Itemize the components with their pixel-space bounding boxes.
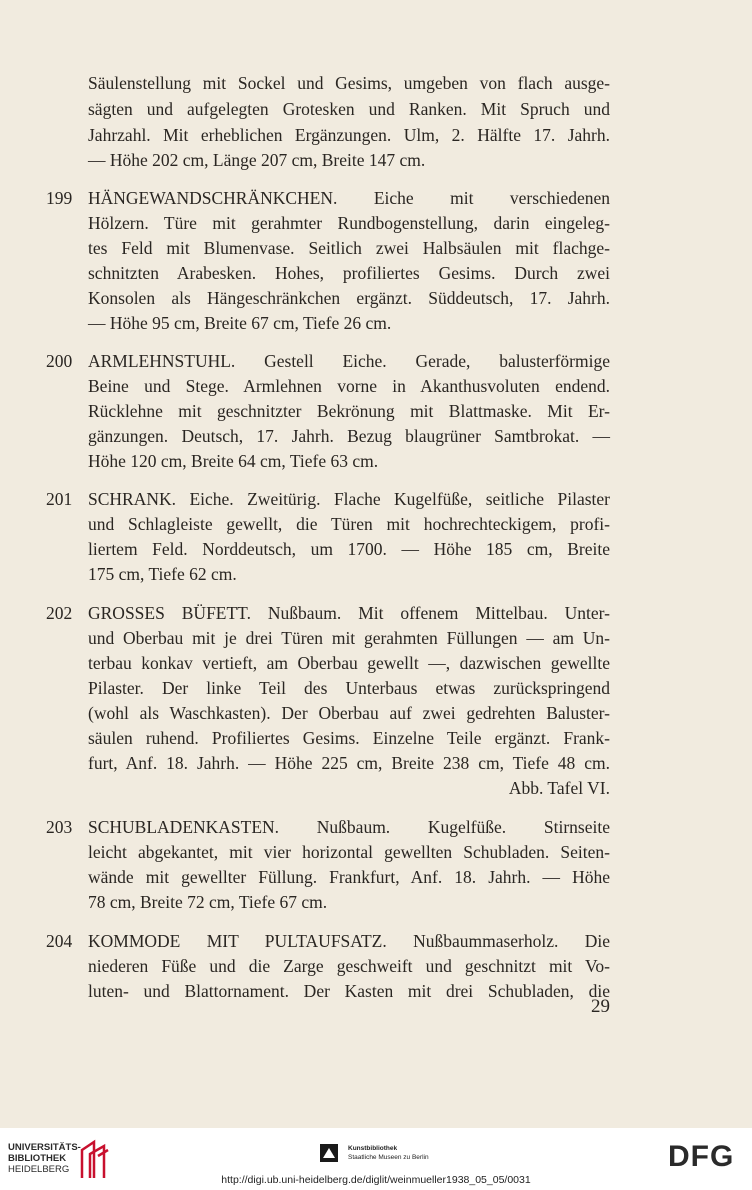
ub-line-1: UNIVERSITÄTS- — [8, 1142, 81, 1153]
text-line: schnitzten Arabesken. Hohes, profiliertes Gesims. Durch zwei — [88, 263, 610, 283]
text-line: leicht abgekantet, mit vier horizontal gewellten Schubladen. Seiten- — [88, 842, 610, 862]
kb-line-1: Kunstbibliothek — [348, 1145, 398, 1152]
ub-line-3: HEIDELBERG — [8, 1164, 70, 1175]
text-line: Konsolen als Hängeschränkchen ergänzt. Süddeutsch, 17. Jahrh. — [88, 288, 610, 308]
text-line: wände mit gewellter Füllung. Frankfurt, Anf. 18. Jahrh. — Höhe — [88, 867, 610, 887]
kunstbibliothek-logo[interactable] — [320, 1140, 440, 1166]
text-line: 78 cm, Breite 72 cm, Tiefe 67 cm. — [88, 892, 328, 912]
text-line: Jahrzahl. Mit erheblichen Ergänzungen. Ulm, 2. Hälfte 17. Jahrh. — [88, 125, 610, 145]
permalink-url[interactable]: http://digi.ub.uni-heidelberg.de/diglit/weinmueller1938_05_05/0031 — [221, 1174, 531, 1186]
entry-number: 202 — [46, 603, 73, 623]
text-line: SCHRANK. Eiche. Zweitürig. Flache Kugelfüße, seitliche Pilaster — [88, 489, 610, 509]
text-line: Rücklehne mit geschnitzter Bekrönung mit Blattmaske. Mit Er- — [88, 401, 610, 421]
entry-number: 201 — [46, 489, 73, 509]
kb-line-2: Staatliche Museen zu Berlin — [348, 1154, 429, 1161]
text-line: GROSSES BÜFETT. Nußbaum. Mit offenem Mittelbau. Unter- — [88, 603, 610, 623]
figure-reference: Abb. Tafel VI. — [508, 778, 610, 798]
text-line: sägten und aufgelegten Grotesken und Ranken. Mit Spruch und — [88, 99, 610, 119]
text-line: und Oberbau mit je drei Türen mit gerahmten Füllungen — am Un- — [88, 628, 610, 648]
text-line: niederen Füße und die Zarge geschweift und geschnitzt mit Vo- — [88, 956, 610, 976]
text-line: gänzungen. Deutsch, 17. Jahrh. Bezug blaugrüner Samtbrokat. — — [88, 426, 610, 446]
text-line: (wohl als Waschkasten). Der Oberbau auf zwei gedrehten Baluster- — [88, 703, 610, 723]
text-line: — Höhe 95 cm, Breite 67 cm, Tiefe 26 cm. — [88, 313, 392, 333]
text-line: und Schlagleiste gewellt, die Türen mit hochrechteckigem, profi- — [88, 514, 610, 534]
entry-number: 204 — [46, 931, 73, 951]
text-line: liertem Feld. Norddeutsch, um 1700. — Höhe 185 cm, Breite — [88, 539, 610, 559]
text-line: KOMMODE MIT PULTAUFSATZ. Nußbaummaserholz. Die — [88, 931, 610, 951]
text-line: ARMLEHNSTUHL. Gestell Eiche. Gerade, balusterförmige — [88, 351, 610, 371]
text-line: luten- und Blattornament. Der Kasten mit drei Schubladen, die — [88, 981, 610, 1001]
text-line: 175 cm, Tiefe 62 cm. — [88, 564, 237, 584]
kb-logo-icon — [320, 1144, 338, 1162]
text-line: Hölzern. Türe mit gerahmter Rundbogenstellung, darin eingeleg- — [88, 213, 610, 233]
entry-number: 203 — [46, 817, 73, 837]
text-line: Beine und Stege. Armlehnen vorne in Akanthusvoluten endend. — [88, 376, 610, 396]
text-line: SCHUBLADENKASTEN. Nußbaum. Kugelfüße. Stirnseite — [88, 817, 610, 837]
text-line: furt, Anf. 18. Jahrh. — Höhe 225 cm, Breite 238 cm, Tiefe 48 cm. — [88, 753, 610, 773]
text-line: HÄNGEWANDSCHRÄNKCHEN. Eiche mit verschiedenen — [88, 188, 610, 208]
text-line: Pilaster. Der linke Teil des Unterbaus etwas zurückspringend — [88, 678, 610, 698]
ub-line-2: BIBLIOTHEK — [8, 1153, 67, 1164]
entry-number: 199 — [46, 188, 73, 208]
dfg-logo[interactable]: DFG — [668, 1140, 735, 1173]
ub-logo-text — [8, 1142, 81, 1175]
text-line: — Höhe 202 cm, Länge 207 cm, Breite 147 cm. — [88, 150, 426, 170]
text-line: tes Feld mit Blumenvase. Seitlich zwei Halbsäulen mit flachge- — [88, 238, 610, 258]
kb-logo-text — [348, 1144, 429, 1162]
page-number: 29 — [591, 996, 610, 1017]
text-line: säulen ruhend. Profiliertes Gesims. Einzelne Teile ergänzt. Frank- — [88, 728, 610, 748]
digitization-footer — [0, 1128, 752, 1190]
text-line: terbau konkav vertieft, am Oberbau gewellt —, dazwischen gewellte — [88, 653, 610, 673]
entry-number: 200 — [46, 351, 73, 371]
text-line: Säulenstellung mit Sockel und Gesims, umgeben von flach ausge- — [88, 73, 610, 93]
text-line: Höhe 120 cm, Breite 64 cm, Tiefe 63 cm. — [88, 451, 379, 471]
